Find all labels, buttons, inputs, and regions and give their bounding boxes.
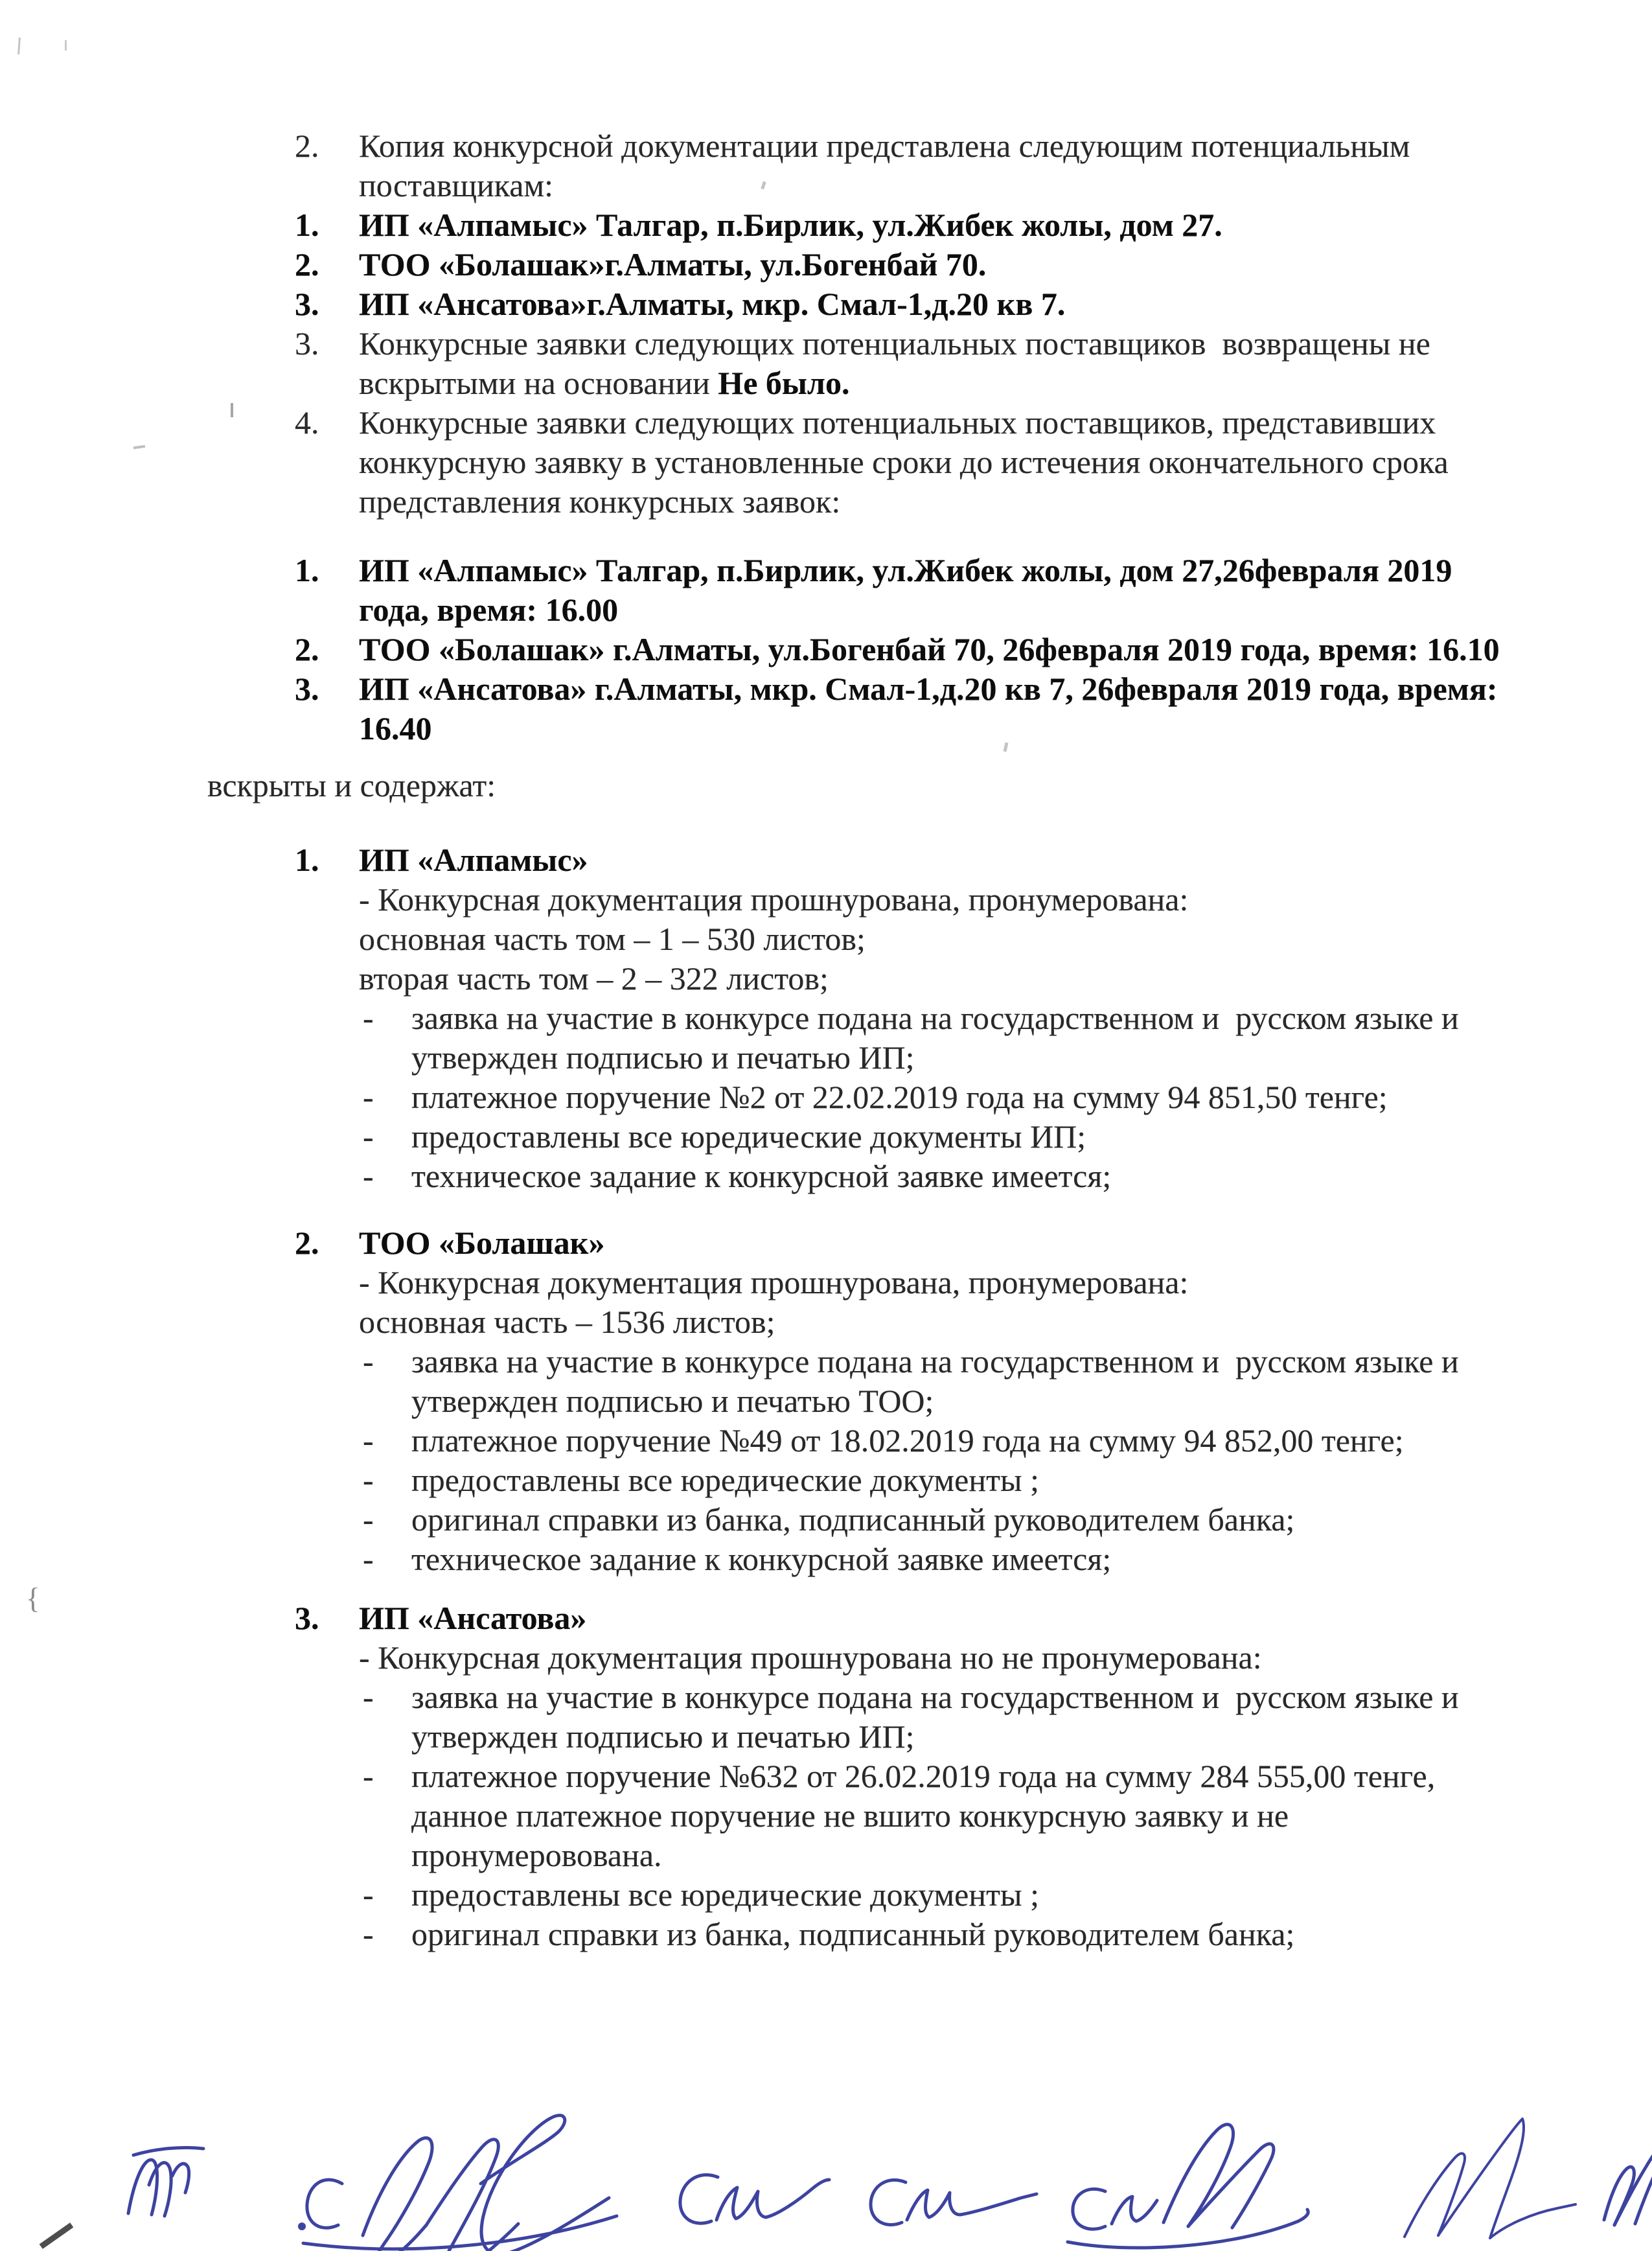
bullet-dash: - <box>363 1158 374 1194</box>
block-3-header <box>207 1599 1652 1638</box>
submission-item-1-line-2 <box>207 590 1652 630</box>
bullet-dash: - <box>363 1118 374 1155</box>
bullet-dash: - <box>363 1462 374 1498</box>
block-2-bullet-3-text: предоставлены все юредические документы ; <box>411 1462 1039 1498</box>
block-2-bullet-5-text: техническое задание к конкурсной заявке имеется; <box>411 1541 1112 1577</box>
item-3-text-2: вскрытыми на основании <box>359 365 718 401</box>
scan-artifact <box>133 445 145 449</box>
item-4-line-2 <box>207 443 1652 482</box>
signature-2 <box>298 2116 617 2251</box>
item-3-number: 3. <box>295 325 319 362</box>
item-2-line-1 <box>207 126 1652 166</box>
block-2-bullet-4 <box>207 1500 1652 1540</box>
block-2-line-1 <box>207 1263 1652 1302</box>
item-3-text-1: Конкурсные заявки следующих потенциальных поставщиков возвращены не <box>359 325 1430 362</box>
submission-1-text-2: года, время: 16.00 <box>359 592 619 628</box>
block-3-bullet-2-text-3: пронумеровована. <box>411 1837 662 1873</box>
bullet-dash: - <box>363 1343 374 1379</box>
signature-1 <box>128 2147 203 2216</box>
block-3-bullet-1-text-2: утвержден подписью и печатью ИП; <box>411 1718 915 1755</box>
scan-artifact: { <box>26 1582 41 1615</box>
supplier-2-text: ТОО «Болашак»г.Алматы, ул.Богенбай 70. <box>359 246 987 283</box>
bullet-dash: - <box>363 1916 374 1952</box>
supplier-1-number: 1. <box>295 207 319 243</box>
block-1-header <box>207 840 1652 880</box>
block-3-line-1 <box>207 1638 1652 1678</box>
item-3-line-1 <box>207 324 1652 364</box>
block-3-bullet-3-text: предоставлены все юредические документы ; <box>411 1876 1039 1913</box>
block-3-number: 3. <box>295 1600 319 1636</box>
block-2-bullet-1-text: заявка на участие в конкурсе подана на государственном и русском языке и <box>411 1343 1459 1379</box>
opened-and-contain-line <box>207 766 1652 805</box>
block-2-bullet-1-text-2: утвержден подписью и печатью ТОО; <box>411 1383 934 1419</box>
bullet-dash: - <box>363 1501 374 1538</box>
block-1-title: ИП «Алпамыс» <box>359 842 588 878</box>
block-3-bullet-4 <box>207 1915 1652 1954</box>
item-4-text-3: представления конкурсных заявок: <box>359 483 841 520</box>
block-1-bullet-4 <box>207 1157 1652 1196</box>
block-2-bullet-2 <box>207 1421 1652 1460</box>
block-1-text-3: вторая часть том – 2 – 322 листов; <box>359 960 829 997</box>
bullet-dash: - <box>363 1679 374 1715</box>
block-1-text-1: - Конкурсная документация прошнурована, пронумерована: <box>359 881 1189 918</box>
signature-3 <box>680 2175 829 2223</box>
scan-artifact <box>231 403 233 417</box>
supplier-item-3 <box>207 284 1652 324</box>
block-2-text-1: - Конкурсная документация прошнурована, пронумерована: <box>359 1264 1189 1300</box>
bullet-dash: - <box>363 1541 374 1577</box>
block-1-bullet-3-text: предоставлены все юредические документы ИП; <box>411 1118 1086 1155</box>
item-4-text-1: Конкурсные заявки следующих потенциальных поставщиков, представивших <box>359 404 1436 441</box>
block-2-line-2 <box>207 1302 1652 1342</box>
item-3-bold-text: Не было. <box>718 365 850 401</box>
item-4-line-1 <box>207 403 1652 443</box>
block-3-text-1: - Конкурсная документация прошнурована но не пронумерована: <box>359 1639 1262 1676</box>
block-2-text-2: основная часть – 1536 листов; <box>359 1304 775 1340</box>
submission-3-text-2: 16.40 <box>359 710 432 746</box>
block-1-line-1 <box>207 880 1652 919</box>
block-3-bullet-1-cont <box>207 1717 1652 1757</box>
block-1-bullet-1-cont <box>207 1038 1652 1078</box>
submission-1-text-1: ИП «Алпамыс» Талгар, п.Бирлик, ул.Жибек жолы, дом 27,26февраля 2019 <box>359 552 1452 588</box>
scan-artifact <box>17 38 21 54</box>
submission-item-2 <box>207 630 1652 669</box>
signature-7 <box>1604 2154 1652 2225</box>
submission-2-number: 2. <box>295 631 319 667</box>
block-1-line-3 <box>207 959 1652 999</box>
bullet-dash: - <box>363 1758 374 1794</box>
scan-artifact <box>65 40 67 51</box>
block-2-bullet-5 <box>207 1540 1652 1579</box>
item-2-text-1: Копия конкурсной документации представлена следующим потенциальным <box>359 128 1410 164</box>
signature-6 <box>1405 2119 1576 2238</box>
document-body <box>207 126 1652 1954</box>
bullet-dash: - <box>363 1079 374 1115</box>
signatures-row <box>0 2022 1652 2251</box>
block-3-bullet-2 <box>207 1757 1652 1796</box>
submission-3-text-1: ИП «Ансатова» г.Алматы, мкр. Смал-1,д.20 кв 7, 26февраля 2019 года, время: <box>359 671 1498 707</box>
block-3-bullet-2-text: платежное поручение №632 от 26.02.2019 года на сумму 284 555,00 тенге, <box>411 1758 1436 1794</box>
block-1-number: 1. <box>295 842 319 878</box>
block-1-bullet-2 <box>207 1078 1652 1117</box>
bullet-dash: - <box>363 1000 374 1036</box>
bullet-dash: - <box>363 1876 374 1913</box>
signature-5 <box>1068 2125 1308 2248</box>
block-3-bullet-2-text-2: данное платежное поручение не вшито конкурсную заявку и не <box>411 1797 1289 1834</box>
block-3-bullet-3 <box>207 1875 1652 1915</box>
submission-item-3-line-1 <box>207 669 1652 709</box>
block-2-bullet-2-text: платежное поручение №49 от 18.02.2019 года на сумму 94 852,00 тенге; <box>411 1422 1404 1459</box>
block-1-bullet-4-text: техническое задание к конкурсной заявке имеется; <box>411 1158 1112 1194</box>
submission-3-number: 3. <box>295 671 319 707</box>
opened-and-contain-text: вскрыты и содержат: <box>207 767 496 803</box>
block-3-bullet-4-text: оригинал справки из банка, подписанный руководителем банка; <box>411 1916 1295 1952</box>
block-2-bullet-1 <box>207 1342 1652 1381</box>
item-4-line-3 <box>207 482 1652 522</box>
block-3-bullet-1 <box>207 1678 1652 1717</box>
supplier-1-text: ИП «Алпамыс» Талгар, п.Бирлик, ул.Жибек жолы, дом 27. <box>359 207 1222 243</box>
block-3-bullet-1-text: заявка на участие в конкурсе подана на государственном и русском языке и <box>411 1679 1459 1715</box>
block-3-bullet-2-cont-2 <box>207 1836 1652 1875</box>
supplier-item-2 <box>207 245 1652 284</box>
block-2-number: 2. <box>295 1225 319 1261</box>
item-2-line-2 <box>207 166 1652 205</box>
block-2-bullet-1-cont <box>207 1381 1652 1421</box>
submission-2-text: ТОО «Болашак» г.Алматы, ул.Богенбай 70, 26февраля 2019 года, время: 16.10 <box>359 631 1500 667</box>
supplier-item-1 <box>207 205 1652 245</box>
block-3-bullet-2-cont-1 <box>207 1796 1652 1836</box>
item-4-number: 4. <box>295 404 319 441</box>
block-1-text-2: основная часть том – 1 – 530 листов; <box>359 921 866 957</box>
block-1-bullet-1 <box>207 999 1652 1038</box>
item-2-text-2: поставщикам: <box>359 167 553 203</box>
supplier-2-number: 2. <box>295 246 319 283</box>
submission-item-3-line-2 <box>207 709 1652 748</box>
supplier-3-number: 3. <box>295 286 319 322</box>
item-4-text-2: конкурсную заявку в установленные сроки до истечения окончательного срока <box>359 444 1449 480</box>
block-1-bullet-2-text: платежное поручение №2 от 22.02.2019 года на сумму 94 851,50 тенге; <box>411 1079 1388 1115</box>
block-2-bullet-4-text: оригинал справки из банка, подписанный руководителем банка; <box>411 1501 1295 1538</box>
block-1-bullet-1-text: заявка на участие в конкурсе подана на государственном и русском языке и <box>411 1000 1459 1036</box>
block-1-line-2 <box>207 919 1652 959</box>
signature-4 <box>871 2180 1037 2224</box>
block-1-bullet-1-text-2: утвержден подписью и печатью ИП; <box>411 1039 915 1076</box>
bullet-dash: - <box>363 1422 374 1459</box>
block-2-bullet-3 <box>207 1460 1652 1500</box>
supplier-3-text: ИП «Ансатова»г.Алматы, мкр. Смал-1,д.20 кв 7. <box>359 286 1066 322</box>
block-2-title: ТОО «Болашак» <box>359 1225 605 1261</box>
submission-1-number: 1. <box>295 552 319 588</box>
block-1-bullet-3 <box>207 1117 1652 1157</box>
item-2-number: 2. <box>295 128 319 164</box>
submission-item-1-line-1 <box>207 551 1652 590</box>
block-2-header <box>207 1223 1652 1263</box>
block-3-title: ИП «Ансатова» <box>359 1600 587 1636</box>
item-3-line-2 <box>207 364 1652 403</box>
